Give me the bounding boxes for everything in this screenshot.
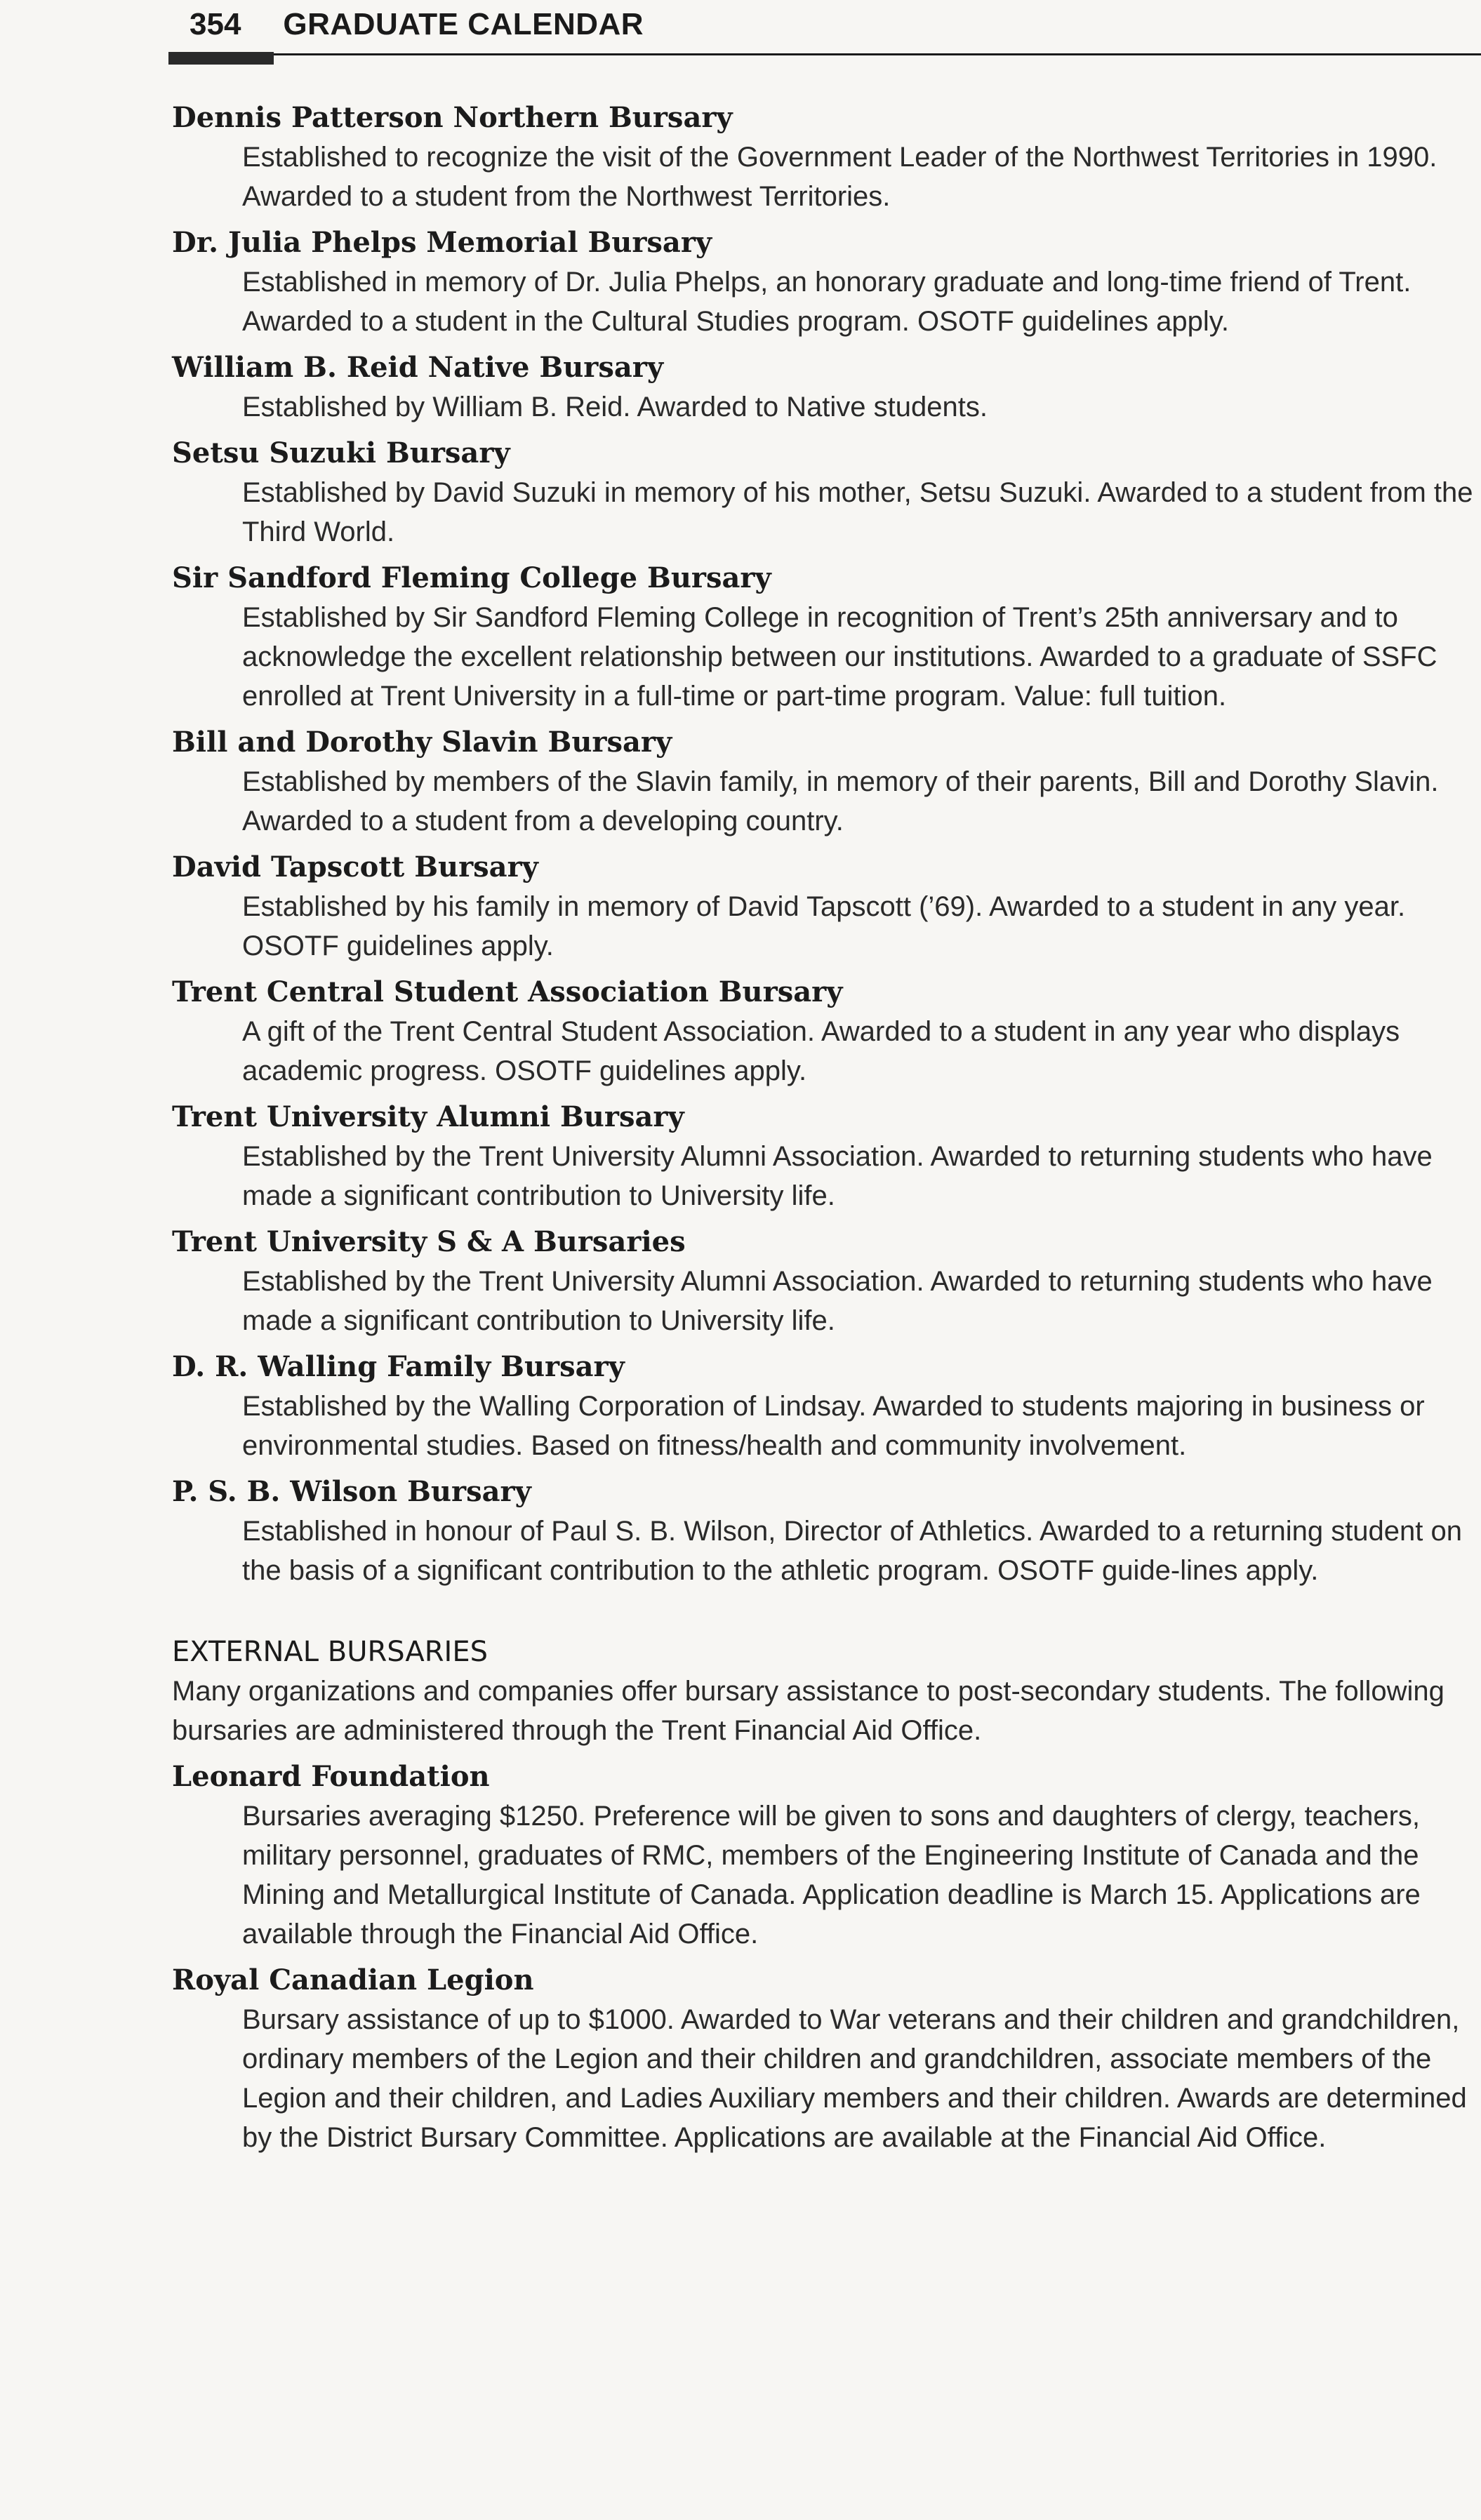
bursary-title: Dr. Julia Phelps Memorial Bursary: [172, 226, 712, 259]
bursary-description: Bursaries averaging $1250. Preference will be given to sons and daughters of clergy, teachers, military personnel, graduates of RMC, members of the Engineering Institute of Canada and the Mining and Metallurgical Institute of Canada. Application deadline is March 15. Applications are available through the Financial Aid Office.: [242, 1801, 1421, 1949]
page-header: [190, 0, 644, 49]
bursary-description: Established by David Suzuki in memory of his mother, Setsu Suzuki. Awarded to a student from the Third World.: [242, 477, 1473, 547]
bursary-description: Established to recognize the visit of the Government Leader of the Northwest Territories in 1990. Awarded to a student from the Northwest Territories.: [242, 142, 1437, 212]
bursary-title: William B. Reid Native Bursary: [172, 351, 664, 384]
bursary-entry: [172, 348, 1477, 427]
running-title: GRADUATE CALENDAR: [283, 7, 644, 41]
bursary-entry: [172, 1222, 1477, 1340]
bursary-title: D. R. Walling Family Bursary: [172, 1350, 625, 1383]
section-intro: Many organizations and companies offer bursary assistance to post-secondary students. The following bursaries are administered through the Trent Financial Aid Office.: [172, 1676, 1445, 1746]
bursary-title: Trent University S & A Bursaries: [172, 1225, 686, 1258]
bursary-title: David Tapscott Bursary: [172, 851, 538, 884]
page-content: [172, 98, 1477, 2164]
bursary-entry: [172, 1098, 1477, 1215]
bursary-description: Established by members of the Slavin family, in memory of their parents, Bill and Dorothy Slavin. Awarded to a student from a developing country.: [242, 766, 1439, 836]
bursary-title: Sir Sandford Fleming College Bursary: [172, 561, 771, 594]
bursary-title: P. S. B. Wilson Bursary: [172, 1475, 531, 1508]
bursary-title: Dennis Patterson Northern Bursary: [172, 101, 733, 134]
bursary-entry: [172, 559, 1477, 716]
bursary-title: Trent University Alumni Bursary: [172, 1100, 684, 1133]
bursary-description: Established by the Trent University Alumni Association. Awarded to returning students who have made a significant contribution to University life.: [242, 1141, 1433, 1211]
bursary-entry: [172, 223, 1477, 341]
bursary-description: Established by his family in memory of David Tapscott (’69). Awarded to a student in any year. OSOTF guidelines apply.: [242, 891, 1406, 961]
bursary-description: Established by Sir Sandford Fleming College in recognition of Trent’s 25th anniversary and to acknowledge the excellent relationship between our institutions. Awarded to a graduate of SSFC enrolled at Trent University in a full-time or part-time program. Value: full tuition.: [242, 602, 1437, 712]
bursary-description: Established by the Trent University Alumni Association. Awarded to returning students who have made a significant contribution to University life.: [242, 1266, 1433, 1336]
bursary-entry: [172, 434, 1477, 552]
bursary-description: A gift of the Trent Central Student Association. Awarded to a student in any year who displays academic progress. OSOTF guidelines apply.: [242, 1016, 1400, 1086]
bursary-entry: [172, 1472, 1477, 1590]
bursary-entry: [172, 1347, 1477, 1465]
bursary-description: Bursary assistance of up to $1000. Awarded to War veterans and their children and grandchildren, ordinary members of the Legion and their children and grandchildren, associate members of the Legion and their children, and Ladies Auxiliary members and their children. Awards are determined by the District Bursary Committee. Applications are available at the Financial Aid Office.: [242, 2004, 1467, 2153]
bursary-title: Royal Canadian Legion: [172, 1964, 534, 1996]
bursary-entry: [172, 848, 1477, 966]
bursary-entry: [172, 973, 1477, 1091]
header-rule: [168, 53, 1481, 55]
bursary-entry: [172, 723, 1477, 841]
bursary-title: Trent Central Student Association Bursary: [172, 975, 843, 1008]
bursary-description: Established by William B. Reid. Awarded to Native students.: [242, 392, 988, 422]
external-bursary-entry: [172, 1961, 1477, 2157]
bursary-description: Established in memory of Dr. Julia Phelps, an honorary graduate and long-time friend of Trent. Awarded to a student in the Cultural Studies program. OSOTF guidelines apply.: [242, 267, 1412, 337]
header-rule-accent: [168, 52, 274, 65]
bursary-description: Established by the Walling Corporation of Lindsay. Awarded to students majoring in business or environmental studies. Based on fitness/health and community involvement.: [242, 1391, 1425, 1461]
external-bursary-entry: [172, 1757, 1477, 1954]
bursary-title: Bill and Dorothy Slavin Bursary: [172, 726, 672, 759]
section-heading-external-bursaries: EXTERNAL BURSARIES: [172, 1636, 489, 1668]
bursary-title: Leonard Foundation: [172, 1760, 490, 1793]
bursary-entry: [172, 98, 1477, 216]
bursary-title: Setsu Suzuki Bursary: [172, 436, 510, 469]
page-number: 354: [190, 7, 241, 41]
bursary-description: Established in honour of Paul S. B. Wilson, Director of Athletics. Awarded to a returning student on the basis of a significant contribution to the athletic program. OSOTF guide-lines apply.: [242, 1516, 1463, 1586]
